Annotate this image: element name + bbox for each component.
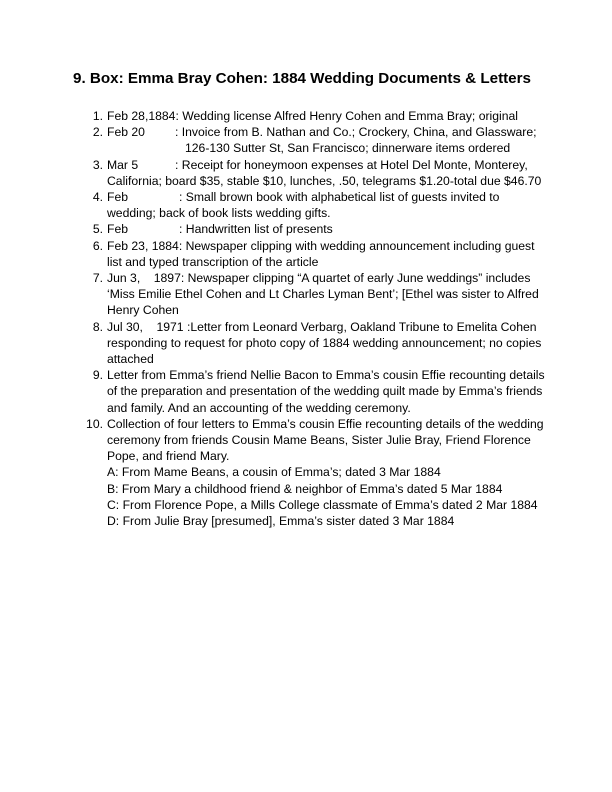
item-continuation: California; board $35, stable $10, lunches, .50, telegrams $1.20-total due $46.70	[107, 173, 542, 188]
item-line	[107, 157, 537, 173]
list-item	[0, 221, 537, 237]
list-item	[0, 157, 542, 189]
item-number: 10.	[86, 416, 103, 431]
sub-item: A: From Mame Beans, a cousin of Emma’s; dated 3 Mar 1884	[107, 465, 441, 480]
list-item	[0, 416, 544, 529]
item-line: Pope, and friend Mary.	[107, 449, 230, 464]
page-title: 9. Box: Emma Bray Cohen: 1884 Wedding Documents & Letters	[73, 70, 531, 87]
item-number: 2.	[92, 125, 103, 140]
sub-item: B: From Mary a childhood friend & neighbor of Emma’s dated 5 Mar 1884	[107, 481, 503, 496]
item-line: ‘Miss Emilie Ethel Cohen and Lt Charles Lyman Bent’; [Ethel was sister to Alfred	[107, 287, 539, 302]
item-date: Feb	[107, 222, 129, 237]
item-line: Feb 23, 1884: Newspaper clipping with wedding announcement including guest	[107, 238, 535, 253]
item-line: Jun 3, 1897: Newspaper clipping “A quartet of early June weddings” includes	[107, 271, 531, 286]
item-number: 7.	[92, 271, 103, 286]
item-date: Mar 5	[107, 157, 139, 172]
item-number: 9.	[92, 368, 103, 383]
item-number: 3.	[92, 157, 103, 172]
item-number: 6.	[92, 238, 103, 253]
item-line	[107, 189, 537, 205]
item-number: 8.	[92, 319, 103, 334]
list-item	[0, 189, 537, 221]
item-text: : Small brown book with alphabetical list of guests invited to	[179, 190, 500, 205]
item-line: Henry Cohen	[107, 303, 179, 318]
item-line: attached	[107, 352, 154, 367]
item-date: Feb	[107, 190, 129, 205]
item-line: of the preparation and presentation of the wedding quilt made by Emma’s friends	[107, 384, 543, 399]
sub-item: D: From Julie Bray [presumed], Emma’s sister dated 3 Mar 1884	[107, 514, 455, 529]
item-text: : Invoice from B. Nathan and Co.; Crockery, China, and Glassware;	[175, 125, 537, 140]
list-item	[0, 238, 537, 270]
item-line: and family. And an accounting of the wedding ceremony.	[107, 400, 411, 415]
item-date: Feb 20	[107, 125, 145, 140]
item-line: ceremony from friends Cousin Mame Beans, Sister Julie Bray, Friend Florence	[107, 433, 531, 448]
item-line: Letter from Emma’s friend Nellie Bacon to Emma’s cousin Effie recounting details	[107, 368, 545, 383]
item-text: Feb 28,1884: Wedding license Alfred Henry Cohen and Emma Bray; original	[107, 109, 518, 123]
item-line	[107, 221, 537, 237]
item-number: 5.	[92, 222, 103, 237]
list-item	[0, 124, 537, 156]
item-number: 1.	[92, 109, 103, 123]
item-continuation: wedding; back of book lists wedding gifts.	[107, 206, 331, 221]
list-item	[0, 367, 545, 416]
item-line	[107, 124, 537, 140]
item-line: Jul 30, 1971 :Letter from Leonard Verbarg, Oakland Tribune to Emelita Cohen	[107, 319, 537, 334]
list-item	[0, 108, 537, 124]
item-number: 4.	[92, 190, 103, 205]
item-line: Collection of four letters to Emma’s cousin Effie recounting details of the wedding	[107, 416, 544, 431]
item-text: : Receipt for honeymoon expenses at Hotel Del Monte, Monterey,	[175, 157, 528, 172]
list-item	[0, 319, 542, 368]
item-continuation: 126-130 Sutter St, San Francisco; dinnerware items ordered	[185, 141, 511, 156]
sub-item: C: From Florence Pope, a Mills College classmate of Emma’s dated 2 Mar 1884	[107, 497, 538, 512]
document-list	[0, 108, 612, 529]
item-line: list and typed transcription of the article	[107, 254, 319, 269]
item-line: responding to request for photo copy of 1884 wedding announcement; no copies	[107, 335, 542, 350]
list-item	[0, 270, 537, 319]
item-text: : Handwritten list of presents	[179, 222, 333, 237]
